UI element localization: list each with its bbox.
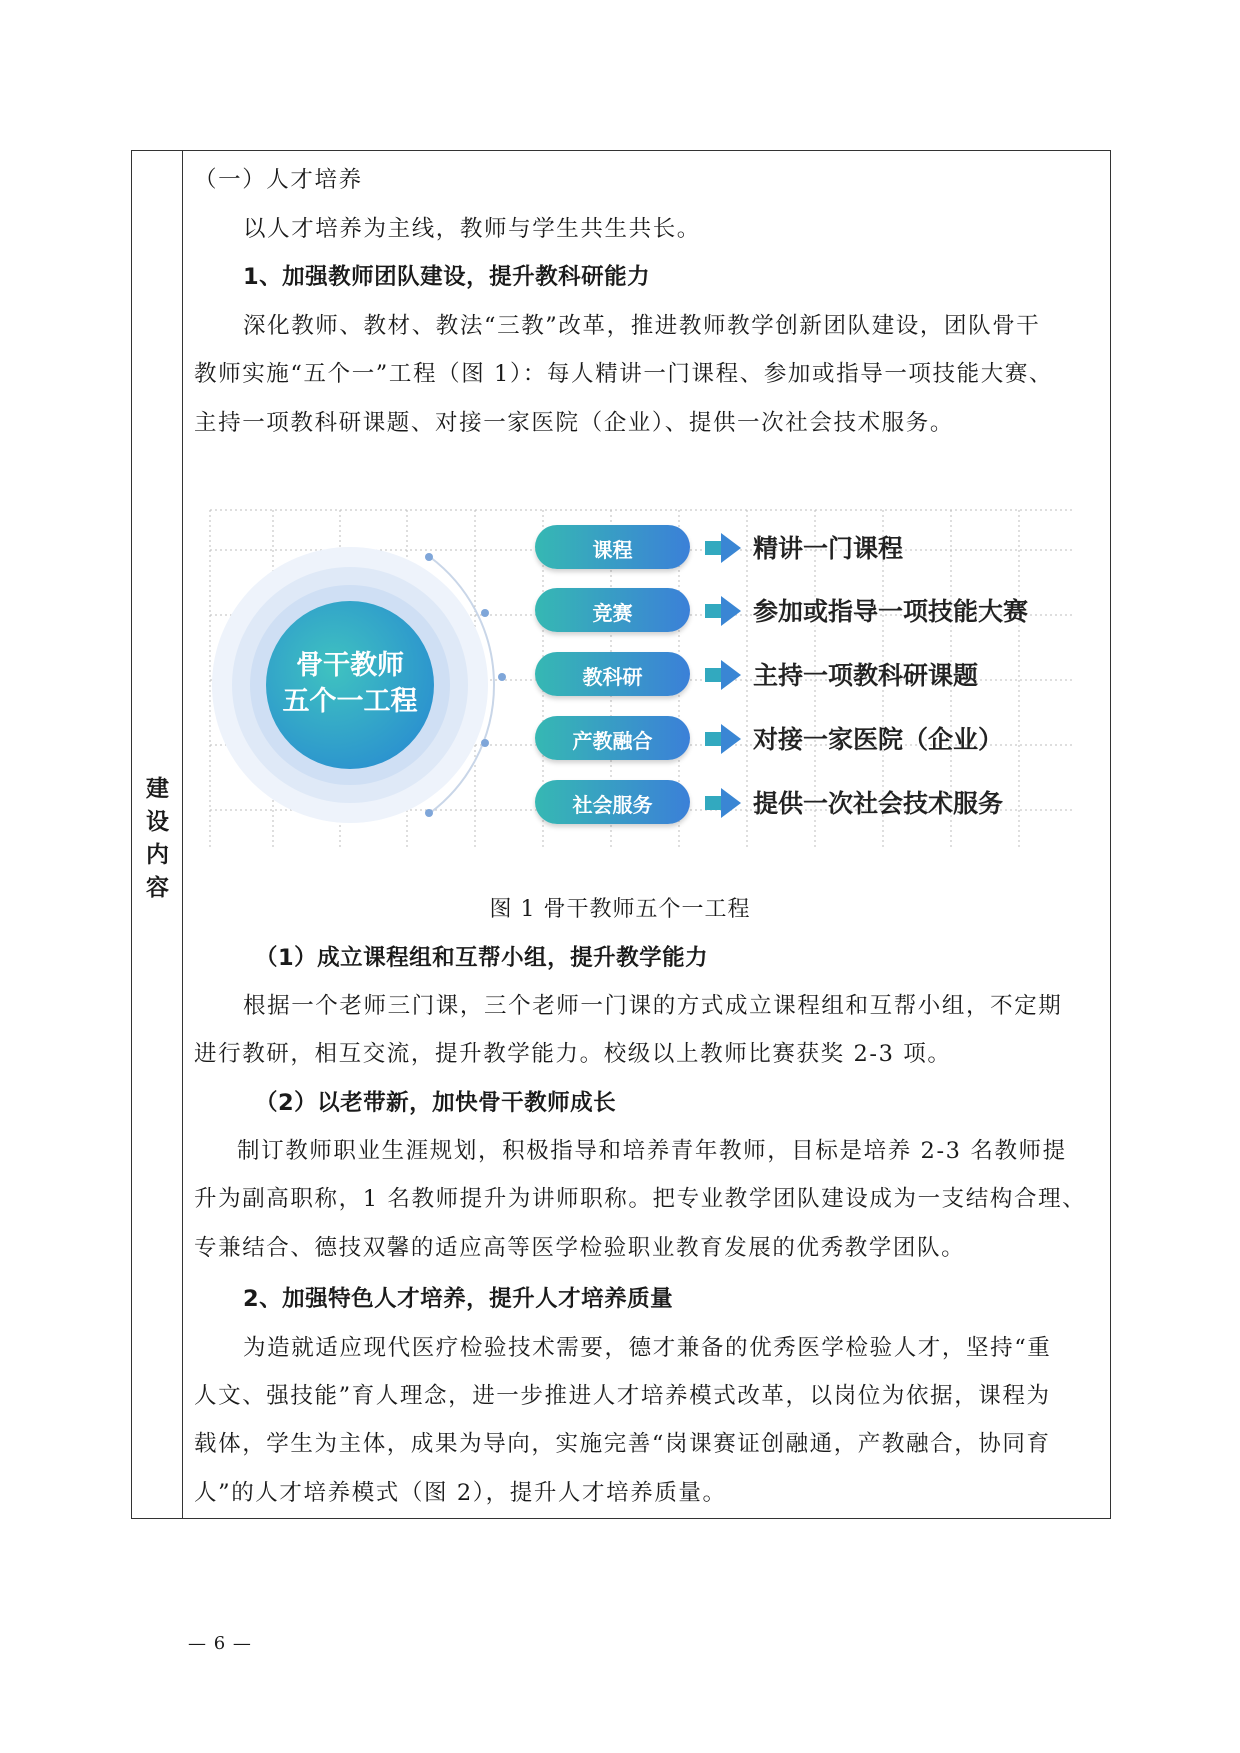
figure-row — [535, 716, 1075, 762]
tag-label: 竞赛 — [592, 601, 633, 625]
side-label — [132, 773, 183, 905]
tag-label: 教科研 — [582, 665, 643, 689]
tag-label: 社会服务 — [572, 793, 653, 817]
paragraph-4-line: 人文、强技能”育人理念，进一步推进人才培养模式改革，以岗位为依据，课程为 — [194, 1383, 1051, 1409]
paragraph-2-line: 根据一个老师三门课，三个老师一门课的方式成立课程组和互帮小组，不定期 — [243, 993, 1063, 1019]
item-text: 参加或指导一项技能大赛 — [753, 597, 1029, 626]
side-label-char: 建 — [146, 776, 169, 802]
figure-row — [535, 652, 1075, 698]
center-title-line: 五个一工程 — [282, 686, 418, 717]
figure-five-ones — [205, 505, 1085, 855]
paragraph-4-line: 为造就适应现代医疗检验技术需要，德才兼备的优秀医学检验人才，坚持“重 — [243, 1335, 1052, 1361]
tag-label: 产教融合 — [572, 729, 653, 753]
intro-paragraph: 以人才培养为主线，教师与学生共生共长。 — [243, 216, 701, 242]
paragraph-1-line: 深化教师、教材、教法“三教”改革，推进教师教学创新团队建设，团队骨干 — [243, 313, 1041, 339]
side-label-column — [132, 151, 183, 1518]
figure-row — [535, 525, 1075, 571]
item-text: 主持一项教科研课题 — [753, 661, 979, 690]
figure-row — [535, 780, 1075, 826]
side-label-char: 内 — [146, 842, 169, 868]
section-heading: （一）人才培养 — [194, 167, 363, 193]
center-title-line: 骨干教师 — [296, 650, 404, 681]
figure-row — [535, 588, 1075, 634]
paragraph-2-line: 进行教研，相互交流，提升教学能力。校级以上教师比赛获奖 2-3 项。 — [194, 1041, 952, 1067]
side-label-char: 容 — [146, 875, 169, 901]
paragraph-3-line: 专兼结合、德技双馨的适应高等医学检验职业教育发展的优秀教学团队。 — [194, 1235, 966, 1261]
heading-1-1: （1）成立课程组和互帮小组，提升教学能力 — [255, 945, 709, 971]
paragraph-1-line: 主持一项教科研课题、对接一家医院（企业）、提供一次社会技术服务。 — [194, 410, 954, 436]
paragraph-1-line: 教师实施“五个一”工程（图 1）：每人精讲一门课程、参加或指导一项技能大赛、 — [194, 361, 1054, 387]
figure-caption: 图 1 骨干教师五个一工程 — [489, 897, 751, 922]
center-title — [260, 648, 440, 720]
side-label-char: 设 — [146, 809, 169, 835]
paragraph-3-line: 升为副高职称，1 名教师提升为讲师职称。把专业教学团队建设成为一支结构合理、 — [194, 1186, 1087, 1212]
item-text: 对接一家医院（企业） — [753, 725, 1004, 754]
page-number: — 6 — — [188, 1633, 252, 1654]
heading-1: 1、加强教师团队建设，提升教科研能力 — [243, 264, 651, 290]
heading-2: 2、加强特色人才培养，提升人才培养质量 — [243, 1286, 674, 1312]
item-text: 精讲一门课程 — [753, 534, 904, 563]
item-text: 提供一次社会技术服务 — [753, 789, 1004, 818]
heading-1-2: （2）以老带新，加快骨干教师成长 — [255, 1090, 617, 1116]
paragraph-3-line: 制订教师职业生涯规划，积极指导和培养青年教师，目标是培养 2-3 名教师提 — [237, 1138, 1067, 1164]
paragraph-4-line: 载体，学生为主体，成果为导向，实施完善“岗课赛证创融通，产教融合，协同育 — [194, 1431, 1051, 1457]
tag-label: 课程 — [592, 538, 633, 562]
paragraph-4-line: 人”的人才培养模式（图 2），提升人才培养质量。 — [194, 1480, 727, 1506]
